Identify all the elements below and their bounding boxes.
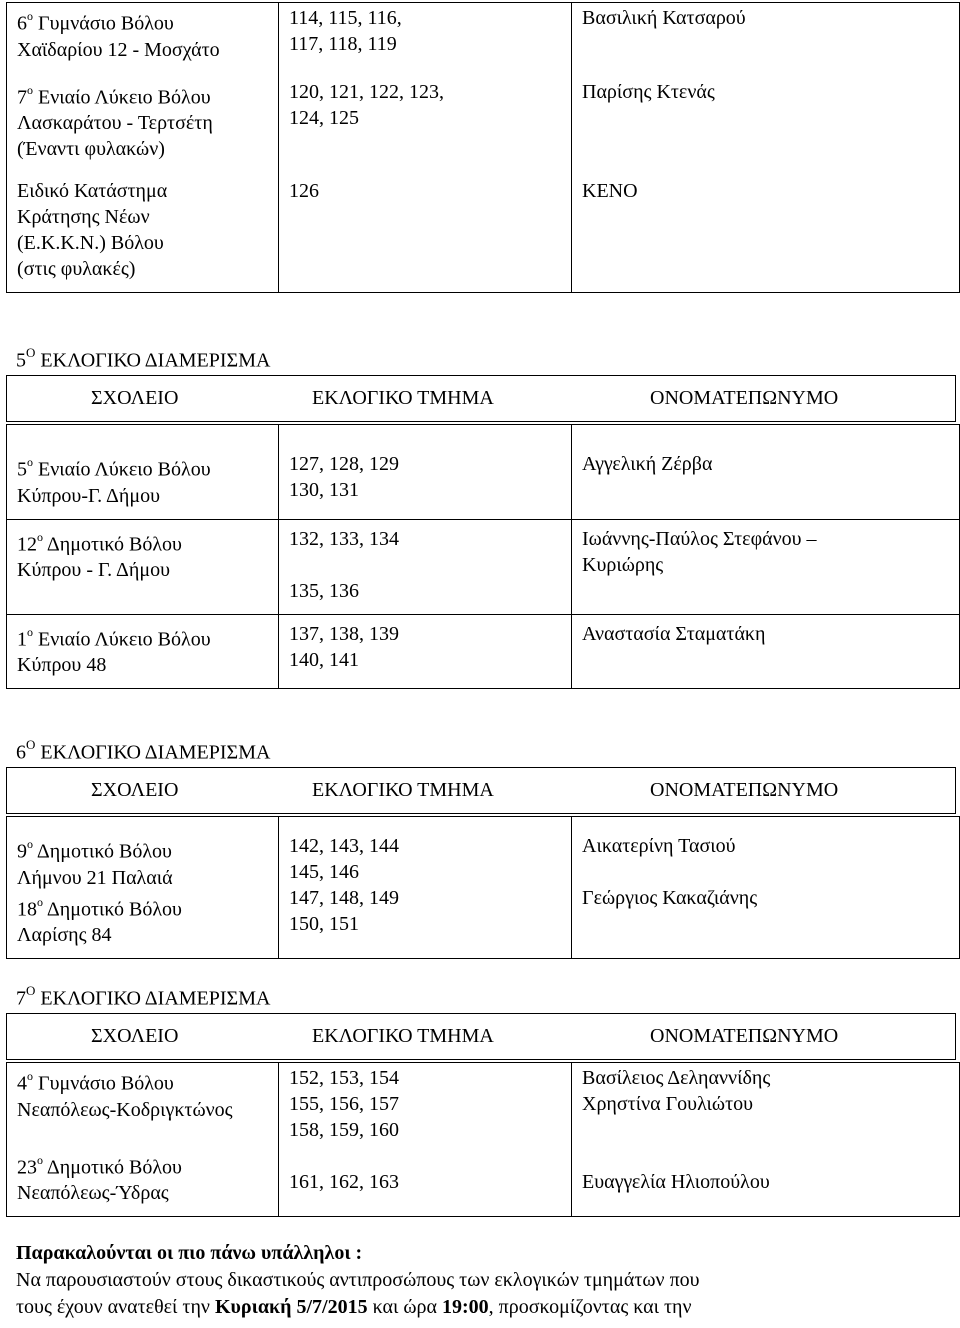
table-row [7,73,960,173]
d6-section-cell-line: 142, 143, 144 [289,835,399,857]
district-6-table [6,816,960,959]
d6-school-cell-line: Λαρίσης 84 [17,924,112,947]
school-cell [7,425,279,520]
table-row [7,614,960,689]
d5-section-cell-line: 130, 131 [289,479,359,501]
d7-section-cell-line: 158, 159, 160 [289,1119,399,1141]
top-school-cell-line: Χαϊδαρίου 12 - Μοσχάτο [17,38,220,61]
d6-name-cell-line [582,859,949,885]
d5-school-cell-line: $1^o$ Ενιαίο Λύκειο Βόλου [17,624,211,651]
header-section: ΕΚΛΟΓΙΚΟ ΤΜΗΜΑ [312,1025,494,1047]
top-school-cell-line: Λασκαράτου - Τερτσέτη [17,112,213,135]
header-section: ΕΚΛΟΓΙΚΟ ΤΜΗΜΑ [312,779,494,801]
top-section-cell-line: 120, 121, 122, 123, [289,80,444,103]
district-5-table [6,424,960,689]
d5-section-cell-line: 127, 128, 129 [289,453,399,475]
name-cell [572,817,960,959]
table-row [7,172,960,293]
header-school: ΣΧΟΛΕΙΟ [91,779,179,801]
name-cell [572,3,960,73]
district-7-title: $7^O$ ΕΚΛΟΓΙΚΟ ΔΙΑΜΕΡΙΣΜΑ [16,983,271,1010]
district-6-header [6,767,956,814]
d5-school-cell-line: Κύπρου-Γ. Δήμου [17,484,160,507]
top-school-cell-line: $6^o$ Γυμνάσιο Βόλου [17,9,174,35]
section-cell [279,73,572,173]
d5-section-cell-line: 135, 136 [289,579,359,602]
table-row [7,519,960,614]
top-section-cell-line: 124, 125 [289,106,359,129]
d7-section-cell-line: 161, 162, 163 [289,1171,399,1193]
notice-line-1: Να παρουσιαστούν στους δικαστικούς αντιπροσώπους των εκλογικών τμημάτων που [16,1269,700,1291]
d5-name-cell-line: Αναστασία Σταματάκη [582,622,766,645]
school-cell [7,1063,279,1217]
table-row [7,1063,960,1217]
name-cell [572,614,960,689]
d7-school-cell-line: Νεαπόλεως-Κοδριγκτώνος [17,1098,233,1121]
d5-section-cell-line [289,552,561,578]
name-cell [572,1063,960,1217]
top-school-cell-line: (Έναντι φυλακών) [17,138,165,161]
school-cell [7,73,279,173]
district-7-table [6,1062,960,1217]
section-cell [279,172,572,293]
name-cell [572,425,960,520]
table-row [7,3,960,73]
d7-school-cell-line: $4^o$ Γυμνάσιο Βόλου [17,1069,174,1095]
top-name-cell-line: ΚΕΝΟ [582,180,638,203]
name-cell [572,519,960,614]
top-section-cell-line: 114, 115, 116, [289,7,402,29]
top-school-cell-line: Κράτησης Νέων [17,206,150,229]
d7-school-cell-line: Νεαπόλεως-Ύδρας [17,1182,169,1205]
d6-section-cell-line: 150, 151 [289,913,359,935]
d5-school-cell-line: $5^o$ Ενιαίο Λύκειο Βόλου [17,455,211,481]
school-cell [7,519,279,614]
d5-section-cell-line: 140, 141 [289,648,359,671]
d6-name-cell-line: Αικατερίνη Τασιού [582,835,736,857]
header-school: ΣΧΟΛΕΙΟ [91,387,179,409]
school-cell [7,3,279,73]
top-school-cell-line: $7^o$ Ενιαίο Λύκειο Βόλου [17,82,211,109]
d6-section-cell-line: 145, 146 [289,861,359,883]
d7-section-cell-line: 152, 153, 154 [289,1067,399,1089]
top-school-cell-line: (Ε.Κ.Κ.Ν.) Βόλου [17,232,164,255]
top-name-cell-line: Βασιλική Κατσαρού [582,7,746,29]
header-section: ΕΚΛΟΓΙΚΟ ΤΜΗΜΑ [312,387,494,409]
d6-section-cell-line: 147, 148, 149 [289,887,399,909]
notice-heading: Παρακαλούνται οι πιο πάνω υπάλληλοι : [16,1242,363,1264]
d5-name-cell-line: Αγγελική Ζέρβα [582,453,713,475]
header-name: ΟΝΟΜΑΤΕΠΩΝΥΜΟ [650,387,839,409]
top-school-cell-line: Ειδικό Κατάστημα [17,180,168,203]
section-cell [279,519,572,614]
name-cell [572,172,960,293]
district-6-title: $6^O$ ΕΚΛΟΓΙΚΟ ΔΙΑΜΕΡΙΣΜΑ [16,737,271,764]
d6-school-cell-line: $9^o$ Δημοτικό Βόλου [17,837,172,863]
d7-name-cell-line: Χρηστίνα Γουλιώτου [582,1093,754,1115]
d6-name-cell-line: Γεώργιος Κακαζιάνης [582,887,758,909]
top-name-cell-line: Παρίσης Κτενάς [582,80,715,103]
school-cell [7,172,279,293]
top-section-cell-line: 117, 118, 119 [289,33,397,55]
d7-section-cell-line: 155, 156, 157 [289,1093,399,1115]
d7-name-cell-line: Βασίλειος Δεληαννίδης [582,1067,771,1089]
section-cell [279,1063,572,1217]
header-name: ΟΝΟΜΑΤΕΠΩΝΥΜΟ [650,1025,839,1047]
table-row [7,425,960,520]
d7-section-cell-line [289,1143,561,1169]
d5-school-cell-line: Κύπρου 48 [17,654,107,677]
d5-section-cell-line: 132, 133, 134 [289,527,399,550]
d7-name-cell-line: Ευαγγελία Ηλιοπούλου [582,1171,770,1193]
d7-school-cell-line [17,1123,268,1149]
d5-section-cell-line: 137, 138, 139 [289,622,399,645]
school-cell [7,614,279,689]
d5-name-cell-line: Ιωάννης-Παύλος Στεφάνου – [582,527,817,550]
header-name: ΟΝΟΜΑΤΕΠΩΝΥΜΟ [650,779,839,801]
d5-school-cell-line: $12^o$ Δημοτικό Βόλου [17,529,182,556]
district-5-header [6,375,956,422]
d6-school-cell-line: $18^o$ Δημοτικό Βόλου [17,894,182,921]
top-table [6,2,960,293]
district-7-header [6,1013,956,1060]
top-section-cell-line: 126 [289,180,319,203]
d7-school-cell-line: $23^o$ Δημοτικό Βόλου [17,1152,182,1179]
d5-name-cell-line: Κυριώρης [582,553,664,576]
notice [16,1240,946,1321]
d6-school-cell-line: Λήμνου 21 Παλαιά [17,866,173,889]
section-cell [279,817,572,959]
top-school-cell-line: (στις φυλακές) [17,258,136,281]
d7-name-cell-line [582,1143,949,1169]
section-cell [279,3,572,73]
section-cell [279,614,572,689]
district-5-title: $5^O$ ΕΚΛΟΓΙΚΟ ΔΙΑΜΕΡΙΣΜΑ [16,345,271,372]
name-cell [572,73,960,173]
school-cell [7,817,279,959]
table-row [7,817,960,959]
section-cell [279,425,572,520]
header-school: ΣΧΟΛΕΙΟ [91,1025,179,1047]
d7-name-cell-line [582,1117,949,1143]
d5-school-cell-line: Κύπρου - Γ. Δήμου [17,559,170,582]
notice-line-2: τους έχουν ανατεθεί την Κυριακή 5/7/2015 και ώρα 19:00, προσκομίζοντας και την [16,1296,692,1318]
